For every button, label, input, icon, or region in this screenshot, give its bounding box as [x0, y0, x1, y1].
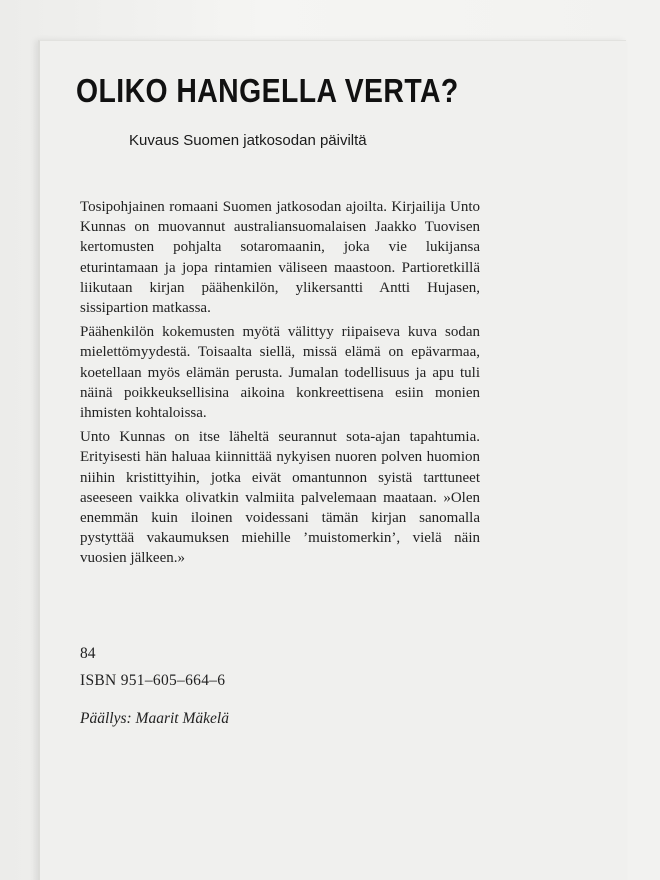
blurb-paragraph: Tosipohjainen romaani Suomen jatkosodan ajoilta. Kirjailija Unto Kunnas on muovannut australiansuomalaisen Jaakko Tuovisen kertomusten pohjalta sotaromaanin, joka vie lukijansa eturintamaan ja jopa rintamien väliseen maastoon. Partioretkillä liikutaan kirjan päähenkilön, ylikersantti Antti Hujasen, sissipartion matkassa.: [80, 199, 480, 317]
book-subtitle: Kuvaus Suomen jatkosodan päiviltä: [129, 132, 367, 149]
book-title: OLIKO HANGELLA VERTA?: [76, 72, 459, 109]
catalog-code: 84: [80, 645, 96, 662]
cover-credit: Päällys: Maarit Mäkelä: [80, 710, 229, 727]
blurb-paragraph: Unto Kunnas on itse läheltä seurannut sota-ajan tapahtumia. Erityisesti hän haluaa kiinnittää nykyisen nuoren polven huomion niihin kristittyihin, jotka eivät omantunnon syistä tarttuneet aseeseen vaikka olivatkin valmiita palvelemaan maataan. »Olen enemmän kuin iloinen voidessani tämän kirjan sanomalla pystyttää vakaumuksen miehille ’muistomerkin’, vielä näin vuosien jälkeen.»: [80, 429, 480, 567]
blurb-text: [80, 197, 480, 573]
isbn-number: ISBN 951–605–664–6: [80, 672, 226, 689]
blurb-paragraph: Päähenkilön kokemusten myötä välittyy riipaiseva kuva sodan mielettömyydestä. Toisaalta siellä, missä elämä on epävarmaa, koetellaan myös elämän perusta. Jumalan todellisuus ja apu tuli näinä poikkeuksellisina aikoina konkreettisena esiin monien ihmisten kohtaloissa.: [80, 324, 480, 422]
